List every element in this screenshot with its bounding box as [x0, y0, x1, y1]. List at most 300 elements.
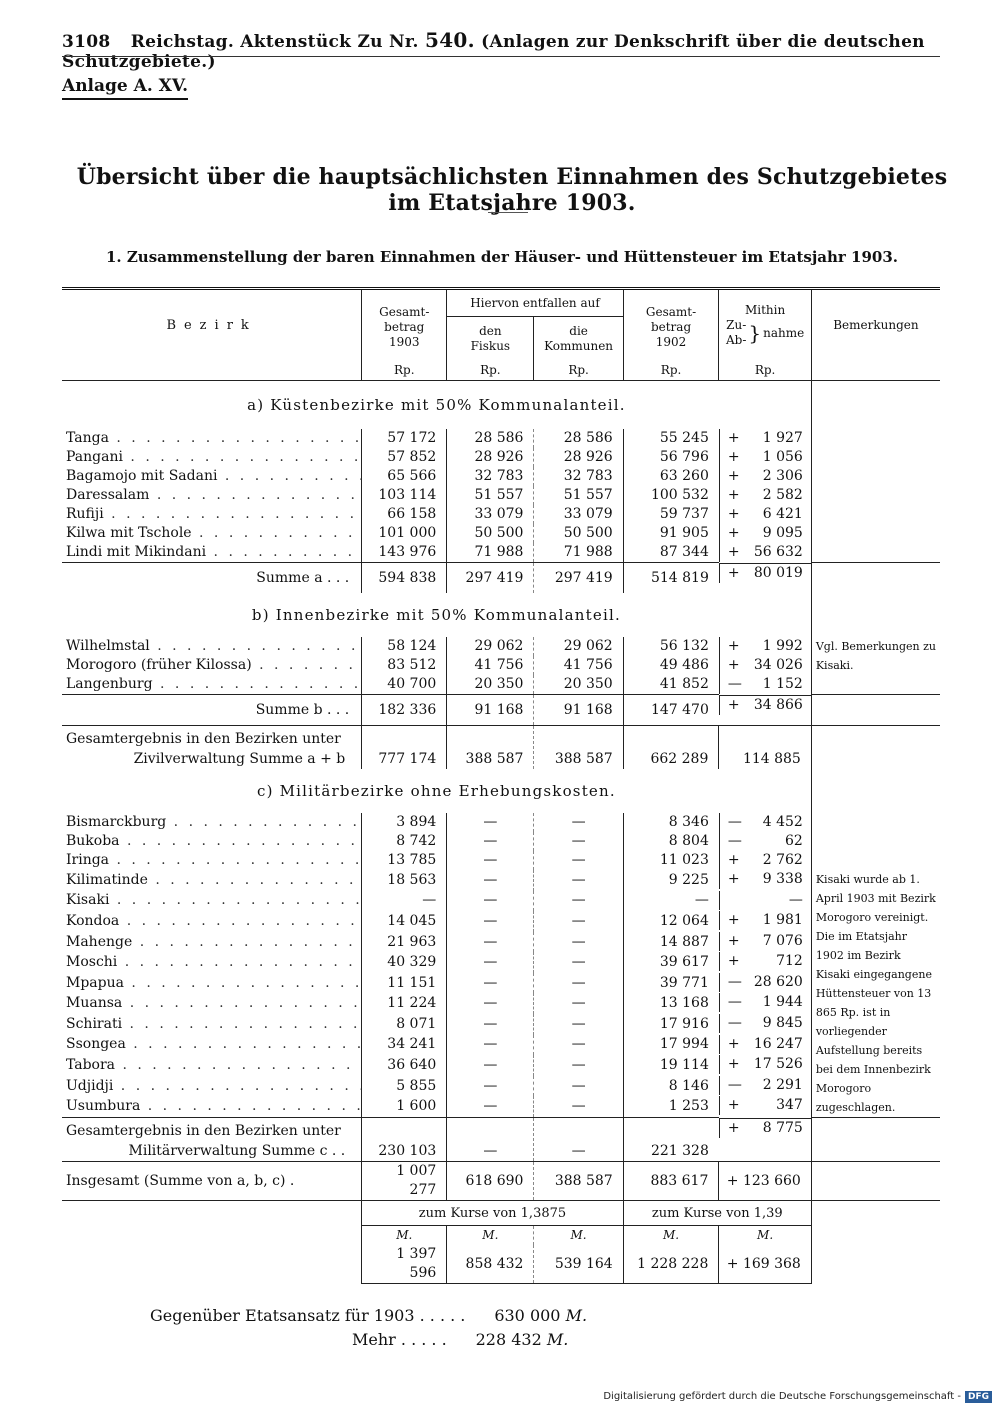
mark-unit: M.: [447, 1226, 534, 1246]
district-name: Schirati . . .: [62, 1014, 362, 1035]
digitization-credit: Digitalisierung gefördert durch die Deutsche Forschungsgemeinschaft - DFG: [603, 1391, 992, 1403]
district-name: Wilhelmstal . . .: [62, 637, 362, 656]
mark-unit: M.: [719, 1226, 811, 1246]
diff-sign: —: [727, 833, 742, 849]
mark-diff: + 169 368: [719, 1245, 811, 1284]
district-name: Udjidji . . .: [62, 1076, 362, 1097]
table-row: [62, 467, 940, 486]
amount-kommunen: —: [534, 1035, 623, 1056]
amount-fiskus: —: [447, 813, 534, 832]
diff-sign: +: [727, 912, 740, 929]
diff-cell: [719, 1014, 811, 1033]
amount-1902: 17 994: [623, 1035, 719, 1056]
page-title: Übersicht über die hauptsächlichsten Einnahmen des Schutzgebietes im Etatsjahre 1903.: [76, 164, 948, 216]
amount-fiskus: 51 557: [447, 486, 534, 505]
remark-cell: [811, 505, 940, 524]
amount-kommunen: —: [534, 993, 623, 1014]
remark-cell: [811, 543, 940, 563]
amount-1902: 55 245: [623, 429, 719, 448]
amount-kommunen: —: [534, 851, 623, 870]
district-name: Kondoa . . .: [62, 911, 362, 932]
table-row: [62, 448, 940, 467]
district-name: Moschi . . .: [62, 952, 362, 973]
amount-1903: 13 785: [362, 851, 447, 870]
amount-1902: 100 532: [623, 486, 719, 505]
diff-sign: +: [727, 544, 740, 560]
amount-kommunen: —: [534, 1076, 623, 1097]
spacer-cell: [62, 1201, 362, 1226]
table-row: [62, 1096, 940, 1117]
col-header-gesamt-1903: Gesamt- betrag 1903: [362, 290, 447, 361]
header-subtext: (Anlagen zur Denkschrift über die deutschen Schutzgebiete.): [62, 32, 925, 72]
amount-kommunen: 28 926: [534, 448, 623, 467]
amount-1902: 17 916: [623, 1014, 719, 1035]
diff-sign: +: [727, 506, 740, 522]
amount-1903: 11 224: [362, 993, 447, 1014]
exchange-rate-1902: zum Kurse von 1,39: [623, 1201, 811, 1226]
district-name: Mahenge . . .: [62, 932, 362, 953]
amount-kommunen: —: [534, 952, 623, 973]
diff-value: 1 981: [762, 912, 803, 929]
diff-value: 2 582: [762, 487, 803, 503]
col-header-fiskus: den Fiskus: [447, 317, 534, 362]
header-rule: [62, 56, 940, 57]
amount-1902: 8 346: [623, 813, 719, 832]
diff-sign: +: [727, 487, 740, 503]
amount-kommunen: 32 783: [534, 467, 623, 486]
section-heading: b) Innenbezirke mit 50% Kommunalanteil.: [251, 605, 621, 624]
sum-fiskus: 91 168: [447, 695, 534, 726]
diff-cell: [719, 486, 811, 505]
amount-1903: 14 045: [362, 911, 447, 932]
total-label: Gesamtergebnis in den Bezirken unter Militärverwaltung Summe c . .: [62, 1118, 362, 1162]
amount-kommunen: —: [534, 832, 623, 851]
total-1902: 221 328: [623, 1118, 719, 1162]
amount-1903: 83 512: [362, 656, 447, 675]
amount-fiskus: —: [447, 1014, 534, 1035]
amount-kommunen: —: [534, 1055, 623, 1076]
diff-cell: [719, 429, 811, 448]
mark-unit: M.: [623, 1226, 719, 1246]
amount-1902: —: [623, 891, 719, 912]
amount-kommunen: 51 557: [534, 486, 623, 505]
diff-cell: [719, 524, 811, 543]
sum-label: Summe a . . .: [62, 563, 362, 594]
amount-1902: 1 253: [623, 1096, 719, 1117]
diff-cell: [719, 891, 811, 910]
diff-cell: [719, 832, 811, 851]
diff-value: 2 306: [762, 468, 803, 484]
remark-cell: [811, 1118, 940, 1162]
table-body: [62, 381, 940, 1284]
amount-fiskus: 71 988: [447, 543, 534, 563]
diff-sign: +: [727, 1035, 740, 1052]
diff-value: 9 095: [762, 525, 803, 541]
sum-1902: 147 470: [623, 695, 719, 726]
district-name: Pangani . . .: [62, 448, 362, 467]
sum-kommunen: 91 168: [534, 695, 623, 726]
grand-total-kommunen: 388 587: [534, 1162, 623, 1201]
amount-kommunen: —: [534, 911, 623, 932]
total-label: Gesamtergebnis in den Bezirken unter Zivilverwaltung Summe a + b: [62, 726, 362, 770]
amount-1902: 56 796: [623, 448, 719, 467]
diff-value: 347: [776, 1097, 803, 1114]
amount-1903: 8 742: [362, 832, 447, 851]
table-row: [62, 952, 940, 973]
amount-1903: 57 172: [362, 429, 447, 448]
district-name: Morogoro (früher Kilossa) . . .: [62, 656, 362, 675]
district-name: Langenburg . . .: [62, 675, 362, 695]
diff-cell: [719, 543, 811, 562]
amount-1902: 19 114: [623, 1055, 719, 1076]
mark-unit: M.: [534, 1226, 623, 1246]
diff-value: 34 026: [753, 657, 803, 673]
diff-sign: +: [727, 657, 740, 673]
district-name: Usumbura . . .: [62, 1096, 362, 1117]
diff-cell: [719, 505, 811, 524]
diff-sign: +: [727, 468, 740, 484]
amount-1903: 34 241: [362, 1035, 447, 1056]
diff-value: 9 338: [762, 871, 803, 887]
diff-cell: [719, 675, 811, 694]
diff-value: 80 019: [753, 564, 803, 581]
amount-1902: 13 168: [623, 993, 719, 1014]
unit-label: Rp.: [719, 361, 811, 381]
mark-unit: M.: [546, 1330, 569, 1349]
table-row: [62, 813, 940, 832]
conversion-header-row: [62, 1201, 940, 1226]
diff-cell: [719, 467, 811, 486]
diff-value: 56 632: [753, 544, 803, 560]
section-heading-row: [62, 769, 940, 813]
amount-1902: 63 260: [623, 467, 719, 486]
diff-value: 62: [785, 833, 803, 849]
remark-cell: [811, 695, 940, 726]
spacer-cell: [62, 1226, 362, 1246]
diff-sign: —: [727, 1076, 742, 1093]
sum-fiskus: 297 419: [447, 563, 534, 594]
section-heading-row: [62, 381, 940, 430]
amount-kommunen: 20 350: [534, 675, 623, 695]
exchange-rate-1903: zum Kurse von 1,3875: [362, 1201, 623, 1226]
amount-1903: —: [362, 891, 447, 912]
grand-total-fiskus: 618 690: [447, 1162, 534, 1201]
amount-1903: 1 600: [362, 1096, 447, 1117]
district-name: Kisaki . . .: [62, 891, 362, 912]
surplus-line: [352, 1330, 568, 1349]
diff-cell: [719, 637, 811, 656]
table-row: [62, 1035, 940, 1056]
diff-sign: +: [727, 430, 740, 446]
diff-sign: +: [727, 932, 740, 949]
table-row: [62, 870, 940, 891]
district-name: Bukoba . . .: [62, 832, 362, 851]
table-row: [62, 911, 940, 932]
amount-1902: 39 617: [623, 952, 719, 973]
diff-value: 16 247: [753, 1035, 803, 1052]
amount-1903: 143 976: [362, 543, 447, 563]
amount-1903: 65 566: [362, 467, 447, 486]
surplus-label: Mehr . . . . .: [352, 1330, 447, 1349]
diff-value: 4 452: [762, 814, 803, 830]
grand-total-row: [62, 1162, 940, 1201]
amount-1902: 12 064: [623, 911, 719, 932]
sum-row: [62, 695, 940, 726]
total-kommunen: 388 587: [534, 726, 623, 770]
diff-sign: +: [727, 871, 740, 887]
total-fiskus: —: [447, 1118, 534, 1162]
diff-cell: [719, 932, 811, 951]
total-fiskus: 388 587: [447, 726, 534, 770]
diff-value: 9 845: [762, 1015, 803, 1032]
amount-fiskus: —: [447, 832, 534, 851]
col-header-hiervon: Hiervon entfallen auf: [447, 290, 623, 317]
district-name: Iringa . . .: [62, 851, 362, 870]
diff-sign: —: [727, 994, 742, 1011]
mark-fiskus: 858 432: [447, 1245, 534, 1284]
amount-kommunen: —: [534, 891, 623, 912]
amount-fiskus: 28 586: [447, 429, 534, 448]
amount-kommunen: 33 079: [534, 505, 623, 524]
remark-cell: [811, 726, 940, 770]
amount-kommunen: —: [534, 1014, 623, 1035]
remark-cell: [811, 769, 940, 813]
amount-kommunen: 50 500: [534, 524, 623, 543]
table-row: [62, 486, 940, 505]
amount-1902: 9 225: [623, 870, 719, 891]
revenue-table: [62, 287, 940, 1284]
diff-sign: —: [727, 1015, 742, 1032]
table-row: [62, 832, 940, 851]
diff-sign: +: [727, 564, 740, 581]
amount-1903: 101 000: [362, 524, 447, 543]
amount-1902: 8 146: [623, 1076, 719, 1097]
amount-1903: 40 329: [362, 952, 447, 973]
mark-unit-row: [62, 1226, 940, 1246]
diff-cell: [719, 813, 811, 832]
diff-sign: +: [727, 852, 740, 868]
diff-value: 2 291: [762, 1076, 803, 1093]
amount-1903: 36 640: [362, 1055, 447, 1076]
remark-cell: [811, 593, 940, 637]
unit-label: Rp.: [623, 361, 719, 381]
sum-1903: 182 336: [362, 695, 447, 726]
diff-sign: +: [727, 696, 740, 713]
amount-fiskus: —: [447, 993, 534, 1014]
amount-1903: 8 071: [362, 1014, 447, 1035]
sum-row: [62, 563, 940, 594]
diff-sign: +: [727, 953, 740, 970]
diff-value: 34 866: [753, 696, 803, 713]
district-name: Ssongea . . .: [62, 1035, 362, 1056]
remark-cell: [811, 524, 940, 543]
diff-value: —: [788, 891, 803, 908]
amount-1903: 11 151: [362, 973, 447, 994]
unit-label: Rp.: [534, 361, 623, 381]
amount-kommunen: 29 062: [534, 637, 623, 656]
amount-1903: 3 894: [362, 813, 447, 832]
amount-fiskus: —: [447, 932, 534, 953]
amount-fiskus: 28 926: [447, 448, 534, 467]
diff-value: 6 421: [762, 506, 803, 522]
total-1903: 777 174: [362, 726, 447, 770]
amount-1902: 87 344: [623, 543, 719, 563]
amount-fiskus: 50 500: [447, 524, 534, 543]
etat-comparison: [150, 1306, 587, 1325]
diff-value: 8 775: [762, 1119, 803, 1136]
page-number: 3108: [62, 32, 111, 52]
remark-cell: [811, 1162, 940, 1201]
header-text: Reichstag. Aktenstück Zu Nr.: [130, 32, 419, 52]
diff-cell: [719, 1118, 811, 1138]
table-row: [62, 973, 940, 994]
remark-cell: [811, 448, 940, 467]
grand-total-label: Insgesamt (Summe von a, b, c) .: [62, 1162, 362, 1201]
document-number: 540.: [425, 28, 475, 52]
spacer-cell: [811, 1245, 940, 1284]
title-rule: [488, 212, 528, 213]
amount-1902: 49 486: [623, 656, 719, 675]
amount-1903: 58 124: [362, 637, 447, 656]
district-name: Bismarckburg . . .: [62, 813, 362, 832]
col-header-bemerkungen: Bemerkungen: [811, 290, 940, 361]
diff-value: 1 056: [762, 449, 803, 465]
total-1902: 662 289: [623, 726, 719, 770]
total-1903: 230 103: [362, 1118, 447, 1162]
district-name: Lindi mit Mikindani . . .: [62, 543, 362, 563]
total-row: [62, 1118, 940, 1162]
amount-fiskus: —: [447, 1096, 534, 1117]
amount-1902: 39 771: [623, 973, 719, 994]
diff-cell: [719, 870, 811, 889]
amount-fiskus: —: [447, 911, 534, 932]
amount-1902: 41 852: [623, 675, 719, 695]
amount-1902: 56 132: [623, 637, 719, 656]
annex-label: Anlage A. XV.: [62, 76, 188, 100]
surplus-value: 228 432: [475, 1330, 542, 1349]
amount-fiskus: 33 079: [447, 505, 534, 524]
amount-1903: 66 158: [362, 505, 447, 524]
diff-value: 2 762: [762, 852, 803, 868]
district-name: Muansa . . .: [62, 993, 362, 1014]
amount-fiskus: —: [447, 1035, 534, 1056]
amount-fiskus: 41 756: [447, 656, 534, 675]
diff-value: 1 944: [762, 994, 803, 1011]
table-row: [62, 637, 940, 656]
running-header: [62, 28, 942, 72]
diff-cell: [719, 1055, 811, 1074]
remark-text: Vgl. Bemerkungen zu Kisaki.: [811, 637, 940, 695]
diff-cell: [719, 1035, 811, 1054]
mark-1902: 1 228 228: [623, 1245, 719, 1284]
amount-fiskus: —: [447, 973, 534, 994]
diff-cell: [719, 993, 811, 1012]
mark-unit: M.: [362, 1226, 447, 1246]
diff-cell: [719, 851, 811, 870]
sum-label: Summe b . . .: [62, 695, 362, 726]
mark-kommunen: 539 164: [534, 1245, 623, 1284]
amount-kommunen: —: [534, 813, 623, 832]
amount-1902: 91 905: [623, 524, 719, 543]
amount-fiskus: —: [447, 870, 534, 891]
mark-unit: M.: [565, 1306, 588, 1325]
diff-sign: —: [727, 814, 742, 830]
amount-1903: 21 963: [362, 932, 447, 953]
diff-sign: —: [727, 676, 742, 692]
diff-cell: [719, 1076, 811, 1095]
diff-cell: [719, 1096, 811, 1115]
amount-1903: 40 700: [362, 675, 447, 695]
remark-cell: [811, 851, 940, 870]
district-name: Tabora . . .: [62, 1055, 362, 1076]
amount-1903: 18 563: [362, 870, 447, 891]
grand-total-1902: 883 617: [623, 1162, 719, 1201]
amount-kommunen: 41 756: [534, 656, 623, 675]
table-row: [62, 429, 940, 448]
table-row: [62, 851, 940, 870]
diff-cell: [719, 695, 811, 715]
table-row: [62, 891, 940, 912]
district-name: Kilwa mit Tschole . . .: [62, 524, 362, 543]
remark-cell: [811, 832, 940, 851]
section-heading: a) Küstenbezirke mit 50% Kommunalanteil.: [247, 395, 626, 414]
amount-kommunen: 71 988: [534, 543, 623, 563]
remark-cell: [811, 381, 940, 430]
dfg-logo: DFG: [965, 1391, 992, 1403]
table-row: [62, 1055, 940, 1076]
diff-cell: [719, 952, 811, 971]
diff-value: 712: [776, 953, 803, 970]
remark-cell: [811, 486, 940, 505]
amount-kommunen: 28 586: [534, 429, 623, 448]
total-row: [62, 726, 940, 770]
district-name: Kilimatinde . . .: [62, 870, 362, 891]
diff-value: 1 927: [762, 430, 803, 446]
diff-cell: [719, 656, 811, 675]
sum-1902: 514 819: [623, 563, 719, 594]
table-row: [62, 932, 940, 953]
diff-sign: —: [727, 973, 742, 990]
diff-value: 17 526: [753, 1056, 803, 1073]
spacer-cell: [811, 1201, 940, 1226]
diff-cell: [719, 563, 811, 583]
sum-1903: 594 838: [362, 563, 447, 594]
etat-label: Gegenüber Etatsansatz für 1903 . . . . .: [150, 1306, 466, 1325]
amount-kommunen: —: [534, 973, 623, 994]
amount-1902: 8 804: [623, 832, 719, 851]
amount-kommunen: —: [534, 870, 623, 891]
table-row: [62, 524, 940, 543]
district-name: Tanga . . .: [62, 429, 362, 448]
amount-kommunen: —: [534, 1096, 623, 1117]
diff-value: 28 620: [753, 973, 803, 990]
diff-value: 7 076: [762, 932, 803, 949]
amount-fiskus: 29 062: [447, 637, 534, 656]
diff-sign: +: [727, 449, 740, 465]
table-row: [62, 675, 940, 695]
remark-text: Kisaki wurde ab 1. April 1903 mit Bezirk Morogoro vereinigt. Die im Etatsjahr 1902 im Bezirk Kisaki eingegangene Hüttensteuer von 13 865 Rp. ist in vorliegender Aufstellung bereits bei dem Innenbezirk Morogoro zugeschlagen.: [811, 870, 940, 1118]
amount-1902: 59 737: [623, 505, 719, 524]
amount-1903: 103 114: [362, 486, 447, 505]
table-row: [62, 505, 940, 524]
total-kommunen: —: [534, 1118, 623, 1162]
remark-cell: [811, 563, 940, 594]
spacer-cell: [62, 1245, 362, 1284]
table-row: [62, 656, 940, 675]
table-row: [62, 1076, 940, 1097]
diff-sign: +: [727, 1119, 740, 1136]
section-heading-row: [62, 593, 940, 637]
